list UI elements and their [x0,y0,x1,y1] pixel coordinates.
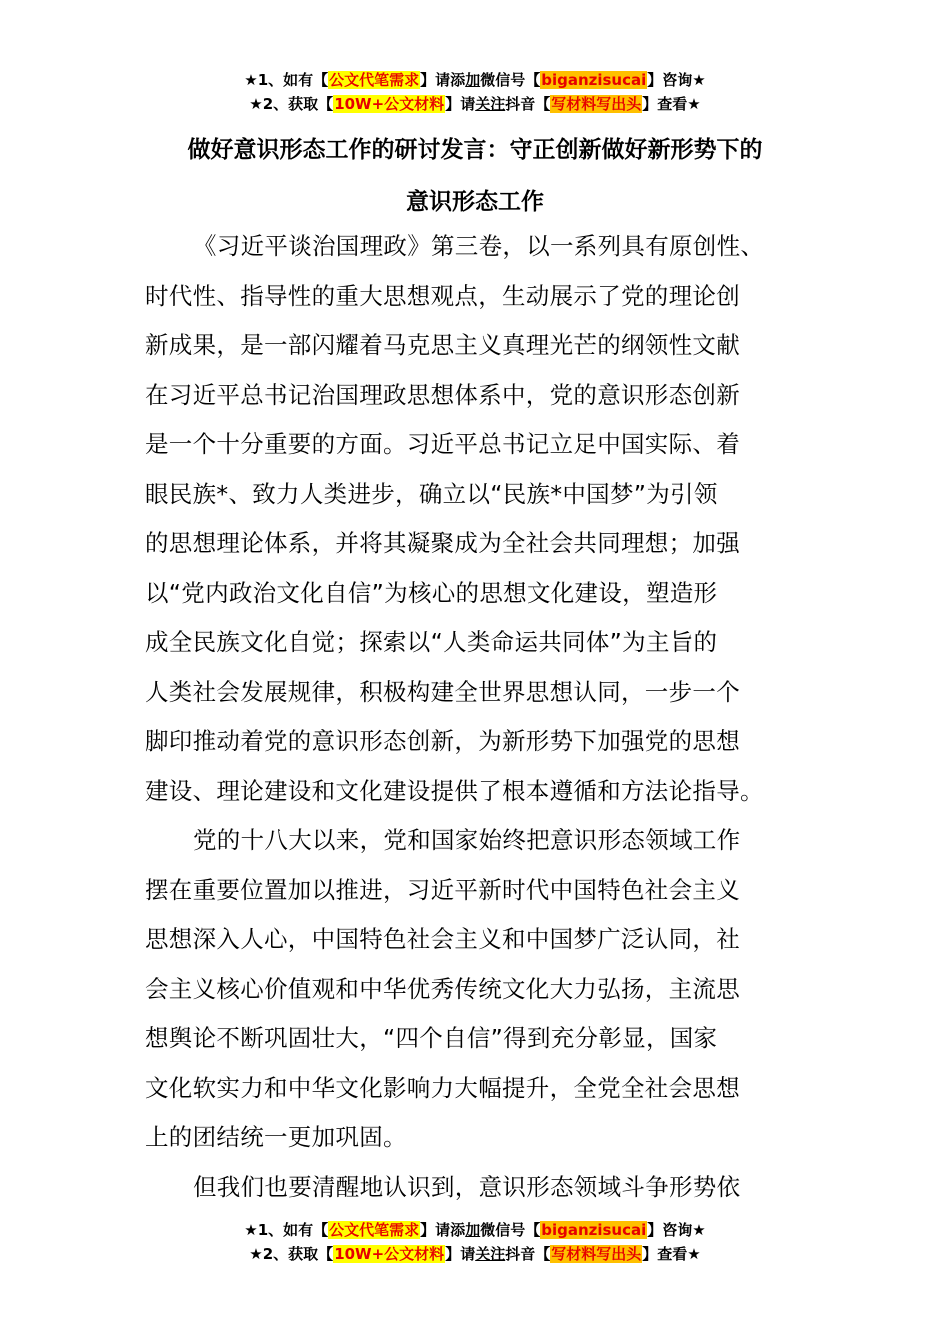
title-line-1: 做好意识形态工作的研讨发言：守正创新做好新形势下的 [187,137,763,163]
banner-text: 抖音【 [505,95,551,113]
text-line: 党的十八大以来，党和国家始终把意识形态领域工作 [193,826,741,854]
text-line: 以“党内政治文化自信”为核心的思想文化建设，塑造形 [145,578,718,607]
banner-text: ★2、获取【 [249,1245,334,1263]
banner-highlight: 公文代笔需求 [329,1221,420,1239]
banner-text: 】查看★ [642,1245,701,1263]
banner-wechat-id: biganzisucai [541,71,647,89]
banner-wechat-id: biganzisucai [541,1221,647,1239]
text-line: 但我们也要清醒地认识到，意识形态领域斗争形势依 [193,1172,741,1201]
title-line-2: 意识形态工作 [406,189,544,215]
text-line: 在习近平总书记治国理政思想体系中，党的意识形态创新 [145,380,740,409]
banner-douyin-id: 写材料写出头 [551,1245,642,1263]
text-line: 会主义核心价值观和中华优秀传统文化大力弘扬，主流思 [145,974,740,1003]
text-line: 眼民族*、致力人类进步，确立以“民族*中国梦”为引领 [145,479,718,508]
text-line: 文化软实力和中华文化影响力大幅提升，全党全社会思想 [145,1073,740,1102]
banner-highlight: 10W+公文材料 [334,95,445,113]
banner-text: 抖音【 [505,1245,551,1263]
document-body [145,222,810,1212]
text-line: 上的团结统一更加巩固。 [145,1123,407,1151]
text-line: 想舆论不断巩固壮大，“四个自信”得到充分彰显，国家 [145,1024,718,1052]
banner-line-2 [0,92,950,116]
text-line: 思想深入人心，中国特色社会主义和中国梦广泛认同，社 [145,925,740,953]
banner-text: 微信号【 [480,71,541,89]
text-line: 新成果，是一部闪耀着马克思主义真理光芒的纲领性文献 [145,331,740,359]
footer-banner [0,1218,950,1266]
banner-douyin-id: 写材料写出头 [551,95,642,113]
text-line: 是一个十分重要的方面。习近平总书记立足中国实际、着 [145,430,740,458]
banner-text: ★1、如有【 [244,1221,329,1239]
banner-emphasis: 关注 [475,95,506,113]
text-line: 人类社会发展规律，积极构建全世界思想认同，一步一个 [145,677,740,706]
banner-emphasis: 加 [465,1221,481,1239]
text-line: 的思想理论体系，并将其凝聚成为全社会共同理想；加强 [145,529,740,557]
banner-emphasis: 加 [465,71,481,89]
banner-text: 】咨询★ [647,71,706,89]
paragraph-2 [145,816,810,1163]
banner-highlight: 公文代笔需求 [329,71,420,89]
header-banner [0,68,950,116]
text-line: 《习近平谈治国理政》第三卷，以一系列具有原创性、 [193,232,765,260]
banner-text: ★1、如有【 [244,71,329,89]
banner-text: 】咨询★ [647,1221,706,1239]
text-line: 摆在重要位置加以推进，习近平新时代中国特色社会主义 [145,875,740,904]
text-line: 建设、理论建设和文化建设提供了根本遵循和方法论指导。 [145,776,764,805]
banner-text: 微信号【 [480,1221,541,1239]
banner-text: 】请 [445,95,476,113]
banner-emphasis: 关注 [475,1245,506,1263]
banner-highlight: 10W+公文材料 [334,1245,445,1263]
banner-text: 】请添 [420,1221,466,1239]
text-line: 时代性、指导性的重大思想观点，生动展示了党的理论创 [145,281,740,310]
banner-text: 】查看★ [642,95,701,113]
banner-text: 】请添 [420,71,466,89]
banner-line-2 [0,1242,950,1266]
text-line: 成全民族文化自觉；探索以“人类命运共同体”为主旨的 [145,628,718,656]
paragraph-3 [145,1163,810,1213]
banner-text: ★2、获取【 [249,95,334,113]
banner-line-1 [0,68,950,92]
banner-text: 】请 [445,1245,476,1263]
banner-line-1 [0,1218,950,1242]
text-line: 脚印推动着党的意识形态创新，为新形势下加强党的思想 [145,727,740,755]
document-title [100,124,850,228]
paragraph-1 [145,222,810,816]
